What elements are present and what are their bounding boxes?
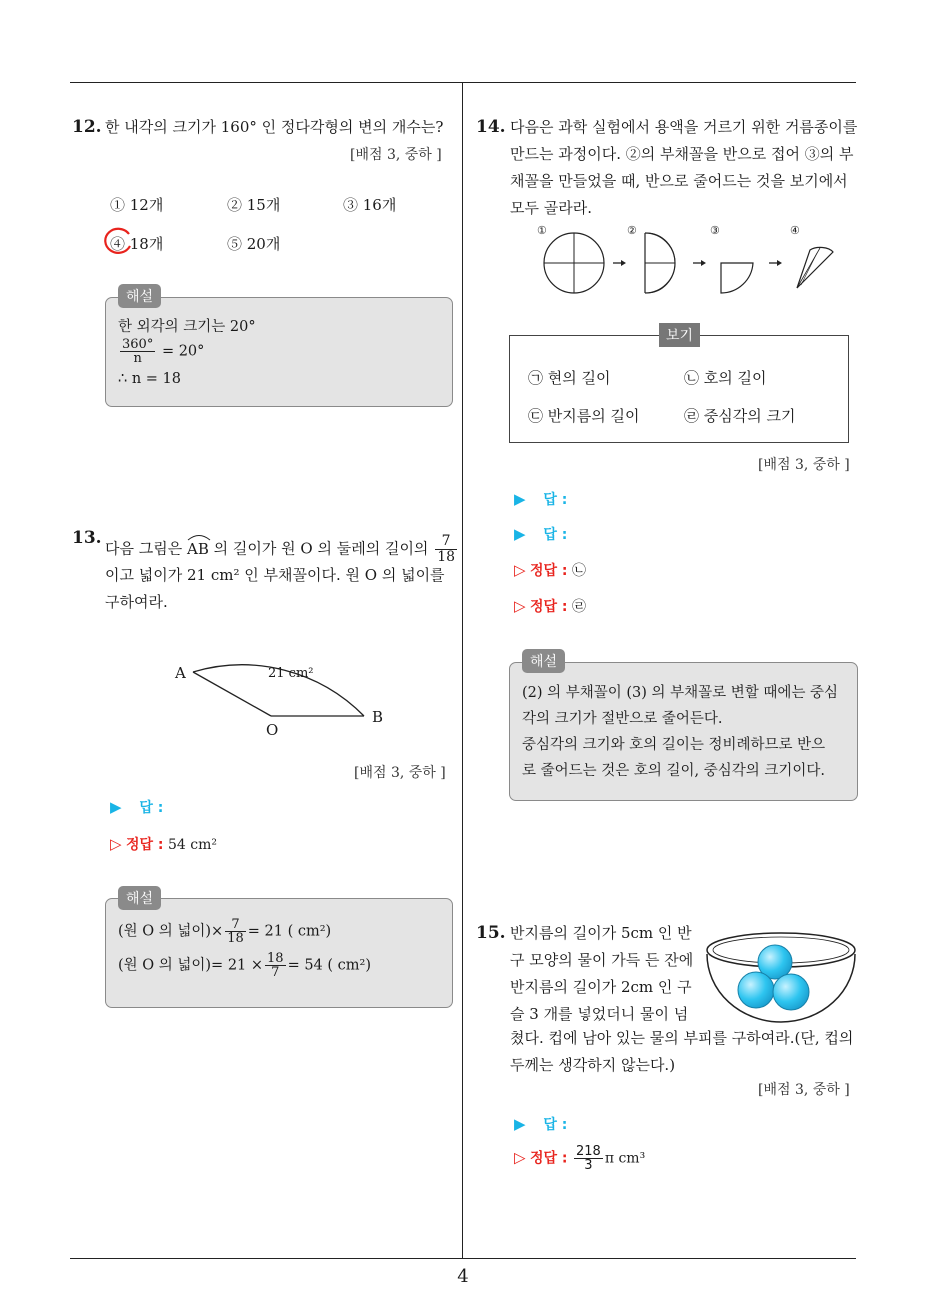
- solution-line: (원 O 의 넓이)× $\frac{7}{18}$ = 21 ( cm²): [118, 917, 332, 946]
- score-label: [배점 3, 중하 ]: [354, 765, 446, 781]
- question-number: 13.: [72, 528, 102, 548]
- correct-answer-row: ▷ 정답 : ㉡: [514, 561, 586, 579]
- bogi-item: ㉡ 호의 길이: [684, 369, 767, 387]
- arrow-right-icon: [613, 260, 626, 266]
- play-icon: ▶: [514, 1115, 526, 1133]
- correct-answer-row: ▷ 정답 : $\frac{218}{3}$ π cm³: [514, 1144, 646, 1173]
- question-text: 이고 넓이가 21 cm² 인 부채꼴이다. 원 O 의 넓이를: [105, 566, 445, 584]
- top-rule: [70, 82, 856, 83]
- point-label-o: O: [266, 721, 279, 739]
- question-text: 한 내각의 크기가 160° 인 정다각형의 변의 개수는?: [105, 118, 444, 136]
- step-label: ④: [790, 224, 800, 237]
- sector-radius: [193, 672, 271, 716]
- question-text: 다음은 과학 실험에서 용액을 거르기 위한 거름종이를: [510, 118, 858, 136]
- option-3[interactable]: ③ 16개: [343, 196, 397, 214]
- play-icon: ▶: [110, 798, 122, 816]
- answer-row[interactable]: ▶ 답 :: [110, 798, 164, 816]
- fraction: $\frac{7}{18}$: [227, 917, 244, 946]
- fraction: $\frac{360^\circ}{n}$: [122, 337, 154, 366]
- play-outline-icon: ▷: [514, 597, 526, 615]
- score-label: [배점 3, 중하 ]: [350, 147, 442, 163]
- solution-tab: 해설: [118, 886, 161, 910]
- solution-line: 중심각의 크기와 호의 길이는 정비례하므로 반으: [522, 737, 826, 753]
- bogi-tab: 보기: [659, 323, 700, 347]
- step-label: ②: [627, 224, 637, 237]
- question-text: 구 모양의 물이 가득 든 잔에: [510, 951, 694, 969]
- bogi-item: ㉠ 현의 길이: [528, 369, 611, 387]
- column-divider: [462, 82, 463, 1258]
- sphere-ball-icon: [738, 972, 774, 1008]
- quarter-circle-icon: [721, 263, 753, 293]
- play-outline-icon: ▷: [514, 1148, 526, 1167]
- question-text: 슬 3 개를 넣었더니 물이 넘: [510, 1005, 689, 1023]
- arc-mark-icon: [187, 533, 211, 541]
- bogi-box: [509, 335, 849, 443]
- point-label-b: B: [372, 708, 384, 726]
- cone-icon: [797, 247, 833, 288]
- page-number: 4: [457, 1266, 469, 1287]
- solution-line: 한 외각의 크기는 20°: [118, 319, 256, 335]
- solution-line: 각의 크기가 절반으로 줄어든다.: [522, 711, 723, 727]
- question-text: 모두 골라라.: [510, 199, 592, 217]
- question-number: 12.: [72, 117, 102, 137]
- answer-row[interactable]: ▶ 답 :: [514, 1115, 568, 1133]
- solution-line: $\frac{360^\circ}{n}$ = 20°: [122, 337, 205, 366]
- bottom-rule: [70, 1258, 856, 1259]
- solution-line: (2) 의 부채꼴이 (3) 의 부채꼴로 변할 때에는 중심: [522, 685, 839, 701]
- full-circle-icon: [544, 233, 604, 293]
- filter-paper-steps-figure: [535, 230, 845, 300]
- solution-tab: 해설: [118, 284, 161, 308]
- hemisphere-cup-figure: [702, 926, 860, 1026]
- step-label: ①: [537, 224, 547, 237]
- question-text: 다음 그림은 AB 의 길이가 원 O 의 둘레의 길이의 $\frac{7}{18}$: [105, 533, 456, 565]
- play-outline-icon: ▷: [110, 835, 122, 853]
- option-4[interactable]: ④ 18개: [110, 235, 164, 253]
- solution-line: (원 O 의 넓이)= 21 × $\frac{18}{7}$ = 54 ( cm²): [118, 951, 372, 980]
- correct-answer-row: ▷ 정답 : 54 cm²: [110, 835, 217, 853]
- point-label-a: A: [175, 664, 186, 682]
- question-text: 만드는 과정이다. ②의 부채꼴을 반으로 접어 ③의 부: [510, 145, 854, 163]
- answer-row[interactable]: ▶ 답 :: [514, 525, 568, 543]
- fraction: $\frac{18}{7}$: [267, 951, 284, 980]
- step-label: ③: [710, 224, 720, 237]
- arrow-right-icon: [693, 260, 706, 266]
- question-number: 15.: [476, 923, 506, 943]
- solution-line: ∴ n = 18: [118, 371, 181, 387]
- fraction: $\frac{7}{18}$: [437, 533, 456, 565]
- solution-tab: 해설: [522, 649, 565, 673]
- play-icon: ▶: [514, 490, 526, 508]
- score-label: [배점 3, 중하 ]: [758, 1082, 850, 1098]
- question-text: 반지름의 길이가 2cm 인 구: [510, 978, 692, 996]
- bogi-item: ㉢ 반지름의 길이: [528, 407, 640, 425]
- option-2[interactable]: ② 15개: [227, 196, 281, 214]
- arc-label: AB: [187, 536, 209, 563]
- fraction: $\frac{218}{3}$: [575, 1144, 601, 1173]
- bogi-item: ㉣ 중심각의 크기: [684, 407, 796, 425]
- option-1[interactable]: ① 12개: [110, 196, 164, 214]
- play-icon: ▶: [514, 525, 526, 543]
- correct-answer-row: ▷ 정답 : ㉣: [514, 597, 586, 615]
- question-text: 구하여라.: [105, 593, 168, 611]
- question-text: 반지름의 길이가 5cm 인 반: [510, 924, 692, 942]
- question-text: 채꼴을 만들었을 때, 반으로 줄어드는 것을 보기에서: [510, 172, 848, 190]
- question-text: 두께는 생각하지 않는다.): [510, 1056, 676, 1074]
- answer-row[interactable]: ▶ 답 :: [514, 490, 568, 508]
- sector-area-label: 21 cm²: [268, 666, 314, 681]
- selected-answer-circle-icon: [100, 226, 134, 258]
- option-5[interactable]: ⑤ 20개: [227, 235, 281, 253]
- arrow-right-icon: [769, 260, 782, 266]
- question-text: 쳤다. 컵에 남아 있는 물의 부피를 구하여라.(단, 컵의: [510, 1029, 854, 1047]
- sphere-ball-icon: [773, 974, 809, 1010]
- solution-line: 로 줄어드는 것은 호의 길이, 중심각의 크기이다.: [522, 763, 826, 779]
- question-number: 14.: [476, 117, 506, 137]
- score-label: [배점 3, 중하 ]: [758, 457, 850, 473]
- play-outline-icon: ▷: [514, 561, 526, 579]
- half-circle-icon: [645, 233, 675, 293]
